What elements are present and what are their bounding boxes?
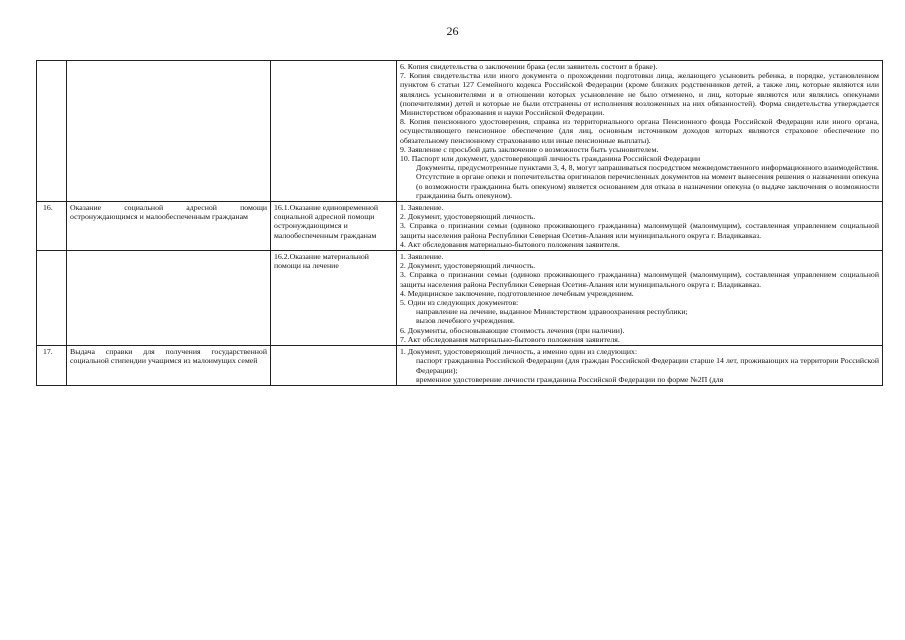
row-number — [37, 251, 67, 346]
page-number: 26 — [446, 24, 459, 38]
document-subitem: паспорт гражданина Российской Федерации (для граждан Российской Федерации старше 14 лет, проживающих на территории Российской Федерации); — [416, 356, 879, 375]
document-item: 3. Справка о признании семьи (одиноко проживающего гражданина) малоимущей (малоимущим), составленная управлением социальной защиты населения района Республики Северная Осетия-Алания или муниципального округа г. Владикавказ. — [400, 221, 879, 240]
table-row — [37, 346, 883, 386]
document-note: Отсутствие в органе опеки и попечительства оригиналов перечисленных документов на момент вынесения решения о назначении опекуна (о возможности гражданина быть опекуном) является основанием для отказа в назначении опекуна (о выдаче заключения о возможности гражданина быть опекуном). — [416, 172, 879, 200]
services-table — [36, 60, 883, 386]
document-item: 2. Документ, удостоверяющий личность. — [400, 261, 536, 271]
row-number: 17. — [37, 346, 67, 386]
document-item: 8. Копия пенсионного удостоверения, справка из территориального органа Пенсионного фонда Российской Федерации или иного органа, осуществляющего пенсионное обеспечение (для лиц, основным источником доходов которых являются страховое обеспечение по обязательному пенсионному страхованию или иные пенсионные выплаты). — [400, 117, 879, 145]
document-item: 3. Справка о признании семьи (одиноко проживающего гражданина) малоимущей (малоимущим), составленная управлением социальной защиты населения района Республики Северная Осетия-Алания или муниципального округа г. Владикавказ. — [400, 270, 879, 289]
subservice-name — [271, 346, 397, 386]
service-name: Оказание социальной адресной помощи остронуждающимся и малообеспеченным гражданам — [67, 202, 271, 251]
documents-list — [397, 346, 883, 386]
documents-list — [397, 202, 883, 251]
subservice-name — [271, 61, 397, 202]
document-item: 2. Документ, удостоверяющий личность. — [400, 212, 536, 222]
row-number — [37, 61, 67, 202]
document-item: 6. Копия свидетельства о заключении брака (если заявитель состоит в браке). — [400, 62, 658, 71]
subservice-name: 16.2.Оказание материальной помощи на лечение — [271, 251, 397, 346]
document-item: 6. Документы, обосновывающие стоимость лечения (при наличии). — [400, 325, 625, 335]
subservice-name: 16.1.Оказание единовременной социальной адресной помощи остронуждающимся и малообеспеченным гражданам — [271, 202, 397, 251]
document-item: 1. Документ, удостоверяющий личность, а именно один из следующих: — [400, 347, 638, 357]
document-note: Документы, предусмотренные пунктами 3, 4, 8, могут запрашиваться посредством межведомственного информационного взаимодействия. — [416, 163, 879, 173]
document-item: 4. Медицинское заключение, подготовленное лечебным учреждением. — [400, 288, 634, 298]
document-subitem: направление на лечение, выданное Министерством здравоохранения республики; — [416, 307, 688, 317]
document-item: 1. Заявление. — [400, 203, 444, 213]
documents-list — [397, 61, 883, 202]
document-item: 4. Акт обследования материально-бытового положения заявителя. — [400, 239, 620, 249]
table-row — [37, 251, 883, 346]
document-item: 7. Акт обследования материально-бытового положения заявителя. — [400, 334, 620, 344]
service-name — [67, 251, 271, 346]
service-name: Выдача справки для получения государственной социальной стипендии учащимся из малоимущих семей — [67, 346, 271, 386]
row-number: 16. — [37, 202, 67, 251]
documents-list — [397, 251, 883, 346]
document-item: 9. Заявление с просьбой дать заключение о возможности быть усыновителем. — [400, 144, 659, 154]
document-item: 1. Заявление. — [400, 252, 444, 262]
document-subitem: вызов лечебного учреждения. — [416, 316, 515, 326]
document-item: 10. Паспорт или документ, удостоверяющий личность гражданина Российской Федерации — [400, 154, 701, 164]
document-subitem: временное удостоверение личности гражданина Российской Федерации по форме №2П (для — [416, 374, 724, 384]
document-item: 5. Один из следующих документов: — [400, 298, 519, 308]
table-row — [37, 61, 883, 202]
table-row — [37, 202, 883, 251]
document-item: 7. Копия свидетельства или иного документа о прохождении подготовки лица, желающего усыновить ребенка, в порядке, установленном пунктом 6 статьи 127 Семейного кодекса Российской Федерации (кроме близких родственников детей, а также лиц, которые являются или являлись усыновителями и в отношении которых усыновление не было отменено, и лиц, которые являются или являлись опекунами (попечителями) детей и которые не были отстранены от исполнения возложенных на них обязанностей). Форма свидетельства утверждается Министерством образования и науки Российской Федерации. — [400, 71, 879, 118]
service-name — [67, 61, 271, 202]
